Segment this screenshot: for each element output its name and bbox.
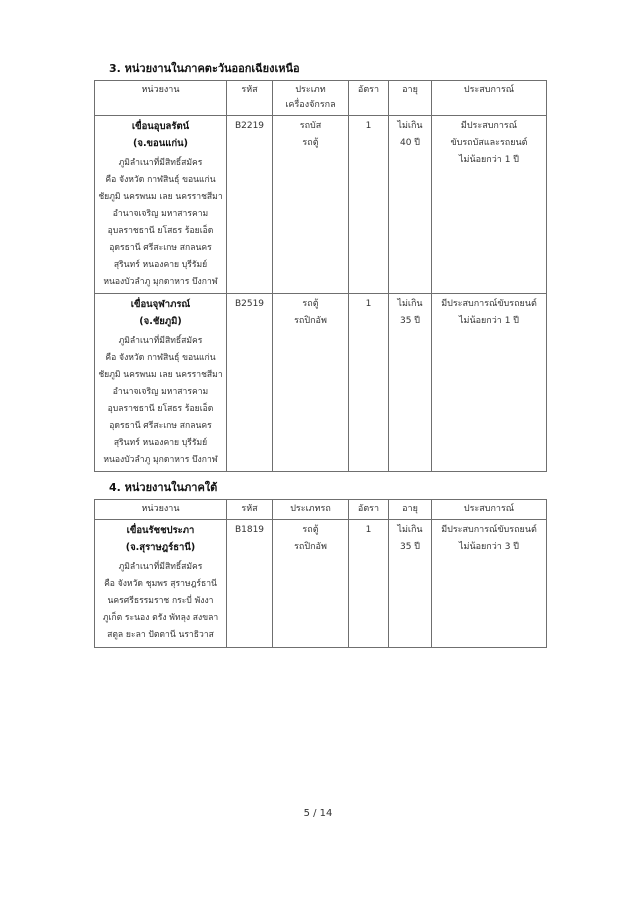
unit-province: (จ.ชัยภูมิ) [139, 316, 182, 327]
section-4-table [94, 499, 547, 648]
unit-name: เขื่อนอุบลรัตน์ [131, 121, 190, 132]
code-cell: B2219 [227, 116, 273, 294]
experience-line: ไม่น้อยกว่า 1 ปี [458, 316, 519, 326]
type-line: รถตู้ [302, 299, 319, 309]
table-header-row [95, 500, 547, 520]
header-age: อายุ [389, 81, 432, 116]
header-type-line: เครื่องจักรกล [285, 100, 336, 110]
code-cell: B1819 [227, 520, 273, 648]
age-cell [389, 520, 432, 648]
unit-description [98, 559, 223, 644]
table-row [95, 294, 547, 472]
description-line: คือ จังหวัด กาฬสินธุ์ ขอนแก่น [105, 175, 216, 185]
table-header-row [95, 81, 547, 116]
page-number: 5 / 14 [303, 808, 333, 819]
age-cell [389, 294, 432, 472]
header-rate: อัตรา [349, 500, 389, 520]
description-line: อำนาจเจริญ มหาสารคาม [112, 209, 209, 219]
unit-name: เขื่อนรัชชประภา [126, 525, 195, 536]
type-cell [273, 294, 349, 472]
code-cell: B2519 [227, 294, 273, 472]
description-line: อุบลราชธานี ยโสธร ร้อยเอ็ด [107, 404, 214, 414]
description-line: ชัยภูมิ นครพนม เลย นครราชสีมา [98, 192, 223, 202]
experience-line: ไม่น้อยกว่า 1 ปี [458, 155, 519, 165]
header-code: รหัส [227, 81, 273, 116]
section-4-title: 4. หน่วยงานในภาคใต้ [109, 481, 218, 494]
experience-line: ขับรถบัสและรถยนต์ [450, 138, 528, 148]
section-3-title: 3. หน่วยงานในภาคตะวันออกเฉียงเหนือ [109, 62, 300, 75]
age-cell [389, 116, 432, 294]
description-line: อำนาจเจริญ มหาสารคาม [112, 387, 209, 397]
description-line: ภูมิลำเนาที่มีสิทธิ์สมัคร [118, 158, 203, 168]
header-type: ประเภทรถ [273, 500, 349, 520]
age-line: ไม่เกิน [397, 525, 423, 535]
unit-name: เขื่อนจุฬาภรณ์ [130, 299, 191, 310]
experience-cell [432, 520, 547, 648]
experience-line: มีประสบการณ์ [460, 121, 518, 131]
unit-description [98, 333, 223, 469]
type-cell [273, 520, 349, 648]
description-line: ภูมิลำเนาที่มีสิทธิ์สมัคร [118, 562, 203, 572]
experience-line: ไม่น้อยกว่า 3 ปี [458, 542, 519, 552]
type-line: รถปิกอัพ [294, 542, 327, 552]
header-code: รหัส [227, 500, 273, 520]
type-line: รถปิกอัพ [294, 316, 327, 326]
experience-cell [432, 294, 547, 472]
type-line: รถตู้ [302, 138, 319, 148]
rate-cell: 1 [349, 116, 389, 294]
header-rate: อัตรา [349, 81, 389, 116]
header-type-line: ประเภท [295, 85, 326, 95]
description-line: ชัยภูมิ นครพนม เลย นครราชสีมา [98, 370, 223, 380]
table-row [95, 116, 547, 294]
age-line: ไม่เกิน [397, 299, 423, 309]
section-3-table [94, 80, 547, 472]
description-line: สตูล ยะลา ปัตตานี นราธิวาส [107, 630, 214, 640]
unit-cell [95, 116, 227, 294]
description-line: อุดรธานี ศรีสะเกษ สกลนคร [109, 243, 212, 253]
header-experience: ประสบการณ์ [432, 500, 547, 520]
description-line: อุดรธานี ศรีสะเกษ สกลนคร [109, 421, 212, 431]
unit-province: (จ.ขอนแก่น) [133, 138, 188, 149]
experience-line: มีประสบการณ์ขับรถยนต์ [441, 525, 537, 535]
unit-cell [95, 520, 227, 648]
unit-description [98, 155, 223, 291]
description-line: คือ จังหวัด กาฬสินธุ์ ขอนแก่น [105, 353, 216, 363]
unit-province: (จ.สุราษฎร์ธานี) [125, 542, 196, 553]
type-cell [273, 116, 349, 294]
description-line: นครศรีธรรมราช กระบี่ พังงา [107, 596, 214, 606]
description-line: คือ จังหวัด ชุมพร สุราษฎร์ธานี [104, 579, 217, 589]
header-experience: ประสบการณ์ [432, 81, 547, 116]
experience-line: มีประสบการณ์ขับรถยนต์ [441, 299, 537, 309]
description-line: สุรินทร์ หนองคาย บุรีรัมย์ [113, 438, 208, 448]
unit-cell [95, 294, 227, 472]
age-line: ไม่เกิน [397, 121, 423, 131]
age-line: 35 ปี [399, 316, 421, 326]
header-unit: หน่วยงาน [95, 81, 227, 116]
age-line: 40 ปี [399, 138, 421, 148]
experience-cell [432, 116, 547, 294]
header-type [273, 81, 349, 116]
rate-cell: 1 [349, 520, 389, 648]
description-line: หนองบัวลำภู มุกดาหาร บึงกาฬ [103, 455, 218, 465]
description-line: หนองบัวลำภู มุกดาหาร บึงกาฬ [103, 277, 218, 287]
description-line: ภูเก็ต ระนอง ตรัง พัทลุง สงขลา [102, 613, 219, 623]
description-line: ภูมิลำเนาที่มีสิทธิ์สมัคร [118, 336, 203, 346]
table-row [95, 520, 547, 648]
description-line: สุรินทร์ หนองคาย บุรีรัมย์ [113, 260, 208, 270]
rate-cell: 1 [349, 294, 389, 472]
description-line: อุบลราชธานี ยโสธร ร้อยเอ็ด [107, 226, 214, 236]
type-line: รถตู้ [302, 525, 319, 535]
age-line: 35 ปี [399, 542, 421, 552]
header-unit: หน่วยงาน [95, 500, 227, 520]
type-line: รถบัส [299, 121, 322, 131]
header-age: อายุ [389, 500, 432, 520]
